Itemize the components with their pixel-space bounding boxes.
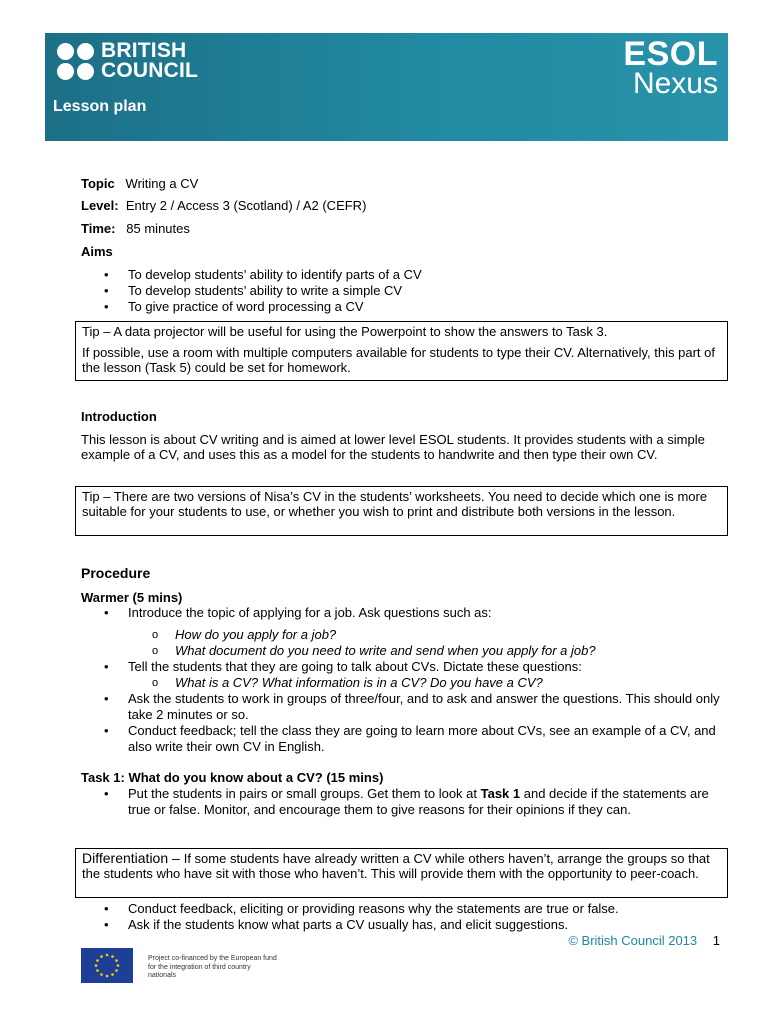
esol-line1: ESOL [623,35,718,73]
british-council-logo [57,41,198,81]
list-item: • To develop students’ ability to identify parts of a CV [81,267,721,283]
list-item: • Ask the students to work in groups of three/four, and to ask and answer the questions. This should only take 2 minutes or so. [81,691,726,723]
list-item: o What document do you need to write and send when you apply for a job? [128,643,726,659]
procedure-heading: Procedure [81,565,151,581]
copyright-text: © British Council 2013 [568,933,698,948]
bc-line1: BRITISH [101,39,187,62]
topic-label: Topic [81,176,115,191]
aims-heading: Aims [81,244,113,259]
time-label: Time: [81,221,116,236]
list-item: • Conduct feedback; tell the class they are going to learn more about CVs, see an example of a CV, and also write their own CV in English. [81,723,726,755]
list-item: o How do you apply for a job? [128,627,726,643]
tip-box-projector [75,321,728,381]
page-number: 1 [712,933,720,948]
list-item: • Introduce the topic of applying for a job. Ask questions such as: [81,605,726,621]
list-item: • Tell the students that they are going to talk about CVs. Dictate these questions: [81,659,726,675]
task1-heading: Task 1: What do you know about a CV? (15 mins) [81,770,384,785]
list-item: • To develop students’ ability to write a simple CV [81,283,721,299]
level-label: Level: [81,198,119,213]
list-item: • Put the students in pairs or small groups. Get them to look at Task 1 and decide if the statements are true or false. Monitor, and encourage them to give reasons for their opinions if they can. [81,786,726,818]
british-council-dots-icon [57,43,94,80]
time-row [81,221,190,237]
esol-line2: Nexus [632,67,718,100]
footer-copyright [568,933,720,948]
tip-box-versions [75,486,728,536]
introduction-heading: Introduction [81,409,157,424]
task1-list-continued [81,901,726,933]
aims-list [81,267,721,315]
differentiation-label: Differentiation – [82,850,184,866]
task1-list [81,786,726,818]
tip-text: Tip – A data projector will be useful for using the Powerpoint to show the answers to Task 3. [82,324,608,339]
warmer-list [81,605,726,755]
list-item: • Conduct feedback, eliciting or providing reasons why the statements are true or false. [81,901,726,917]
introduction-text: This lesson is about CV writing and is aimed at lower level ESOL students. It provides students with a simple example of a CV, and uses this as a model for the students to handwrite and then type their own CV. [81,432,705,462]
esol-nexus-logo [623,35,718,100]
time-value: 85 minutes [126,221,190,236]
tip-text: Tip – There are two versions of Nisa’s CV in the students’ worksheets. You need to decide which one is more suitable for your students to use, or whether you wish to print and distribute both versions in the lesson. [82,489,708,519]
header-banner [45,33,728,141]
bc-line2: COUNCIL [101,59,199,82]
differentiation-text: If some students have already written a CV while others haven’t, arrange the groups so that the students who have sit with those who haven’t. This will provide them with the opportunity to peer-coach. [82,851,710,881]
warmer-heading: Warmer (5 mins) [81,590,183,605]
level-value: Entry 2 / Access 3 (Scotland) / A2 (CEFR) [125,198,367,213]
list-item: • To give practice of word processing a CV [81,299,721,315]
differentiation-box [75,848,728,898]
eu-funding-text: Project co-financed by the European fund for the integration of third country nationals [148,955,277,979]
list-item: o What is a CV? What information is in a CV? Do you have a CV? [128,675,726,691]
tip-text: If possible, use a room with multiple computers available for students to type their CV. Alternatively, this part of the lesson (Task 5) could be set for homework. [82,345,715,375]
eu-flag-icon [81,948,133,983]
level-row [81,198,366,214]
topic-row [81,176,198,192]
list-item: • Ask if the students know what parts a CV usually has, and elicit suggestions. [81,917,726,933]
topic-value: Writing a CV [125,176,199,191]
page-title: Lesson plan [53,98,147,115]
